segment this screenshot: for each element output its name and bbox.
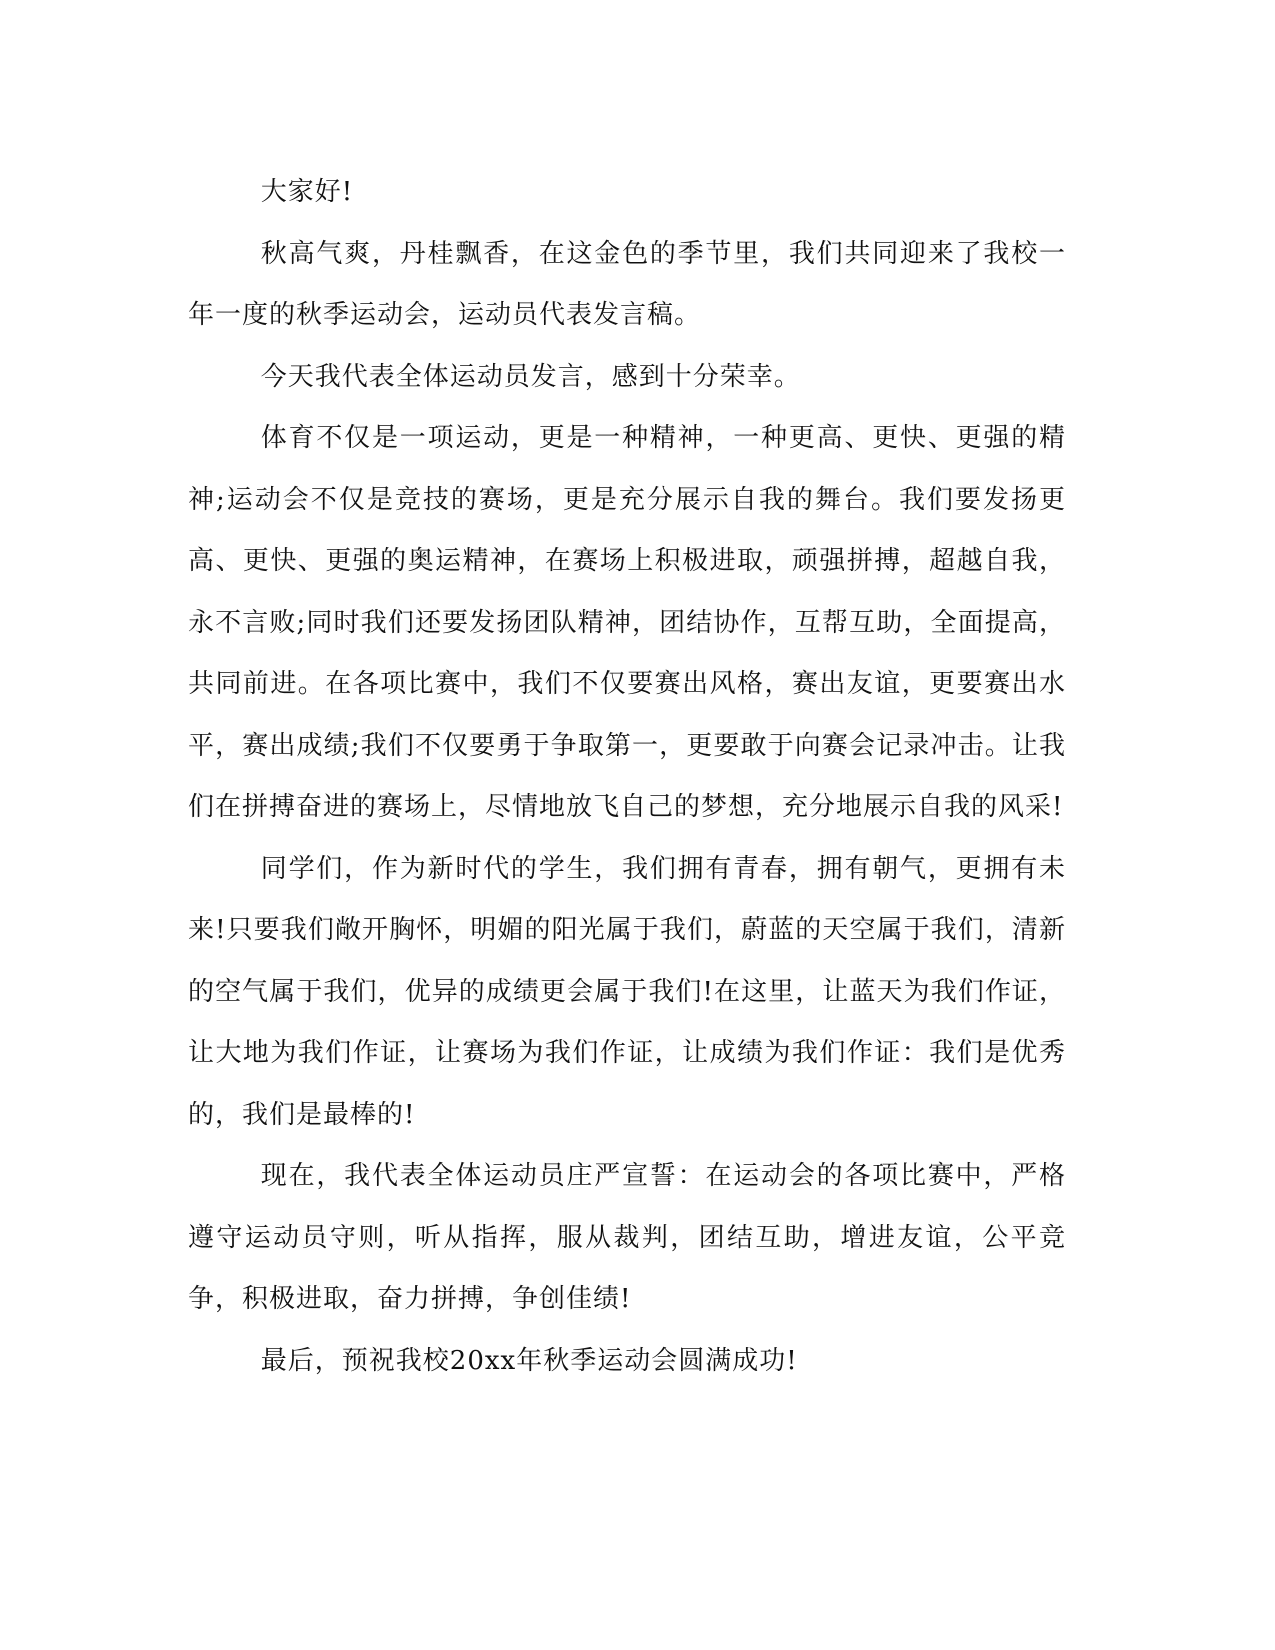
paragraph-closing: 最后，预祝我校20xx年秋季运动会圆满成功! <box>260 1345 798 1376</box>
paragraph-greeting: 大家好! <box>260 177 354 207</box>
paragraph-spirit: 体育不仅是一项运动，更是一种精神，一种更高、更快、更强的精神;运动会不仅是竞技的赛场，更是充分展示自我的舞台。我们要发扬更高、更快、更强的奥运精神，在赛场上积极进取，顽强拼搏，超越自我，永不言败;同时我们还要发扬团队精神，团结协作，互帮互助，全面提高，共同前进。在各项比赛中，我们不仅要赛出风格，赛出友谊，更要赛出水平，赛出成绩;我们不仅要勇于争取第一，更要敢于向赛会记录冲击。让我们在拼搏奋进的赛场上，尽情地放飞自己的梦想，充分地展示自我的风采! <box>188 423 1066 822</box>
paragraph-opening: 秋高气爽，丹桂飘香，在这金色的季节里，我们共同迎来了我校一年一度的秋季运动会，运动员代表发言稿。 <box>188 238 1066 330</box>
paragraph-students: 同学们，作为新时代的学生，我们拥有青春，拥有朝气，更拥有未来!只要我们敞开胸怀，明媚的阳光属于我们，蔚蓝的天空属于我们，清新的空气属于我们，优异的成绩更会属于我们!在这里，让蓝天为我们作证，让大地为我们作证，让赛场为我们作证，让成绩为我们作证：我们是优秀的，我们是最棒的! <box>188 853 1066 1130</box>
paragraph-oath: 现在，我代表全体运动员庄严宣誓：在运动会的各项比赛中，严格遵守运动员守则，听从指挥，服从裁判，团结互助，增进友谊，公平竞争，积极进取，奋力拼搏，争创佳绩! <box>188 1161 1066 1314</box>
paragraph-honor: 今天我代表全体运动员发言，感到十分荣幸。 <box>260 361 801 392</box>
speech-body <box>188 162 1066 1392</box>
